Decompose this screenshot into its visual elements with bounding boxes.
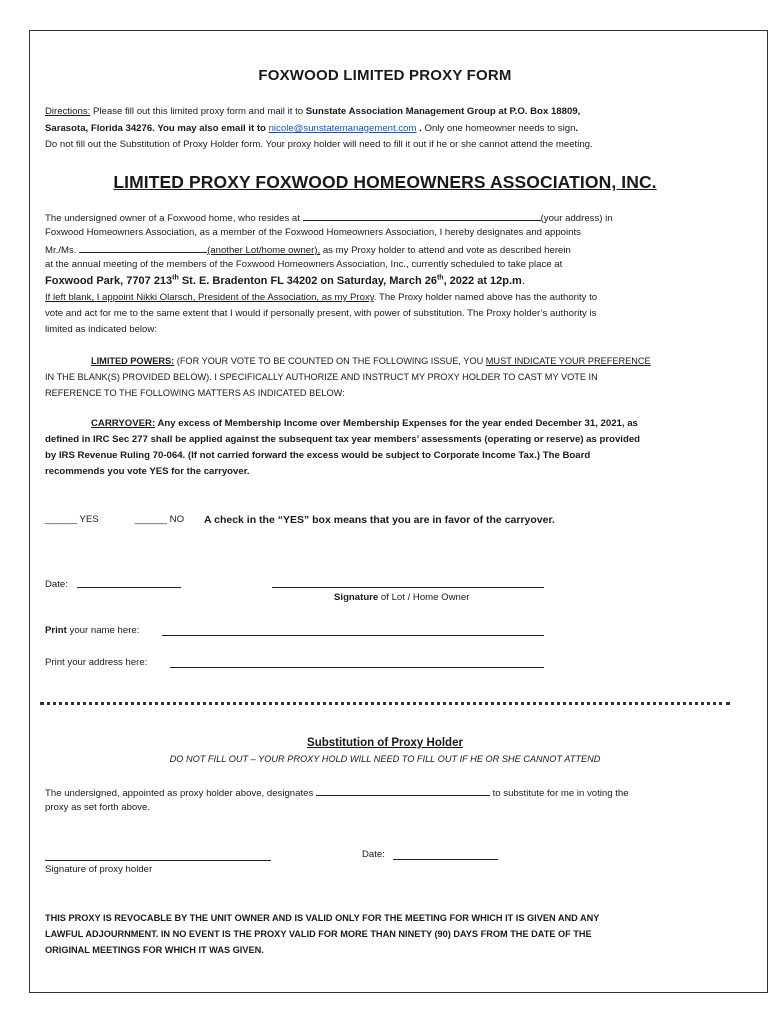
form-title: FOXWOOD LIMITED PROXY FORM — [258, 67, 512, 84]
owner-signature-line[interactable] — [272, 577, 544, 588]
directions-label: Directions: — [45, 106, 91, 117]
limited-powers-line-2: IN THE BLANK(S) PROVIDED BELOW). I SPECIFICALLY AUTHORIZE AND INSTRUCT MY PROXY HOLDER TO CAST MY VOTE IN — [45, 372, 598, 382]
footer-line-1: THIS PROXY IS REVOCABLE BY THE UNIT OWNER AND IS VALID ONLY FOR THE MEETING FOR WHICH IT IS GIVEN AND ANY — [45, 913, 600, 923]
vote-note: A check in the “YES” box means that you are in favor of the carryover. — [204, 514, 555, 526]
footer-line-2: LAWFUL ADJOURNMENT. IN NO EVENT IS THE PROXY VALID FOR MORE THAN NINETY (90) DAYS FROM THE DATE OF THE — [45, 929, 592, 939]
email-link[interactable]: nicole@sunstatemanagement.com — [268, 123, 417, 134]
substitution-date-field[interactable] — [393, 849, 498, 860]
carryover-label: CARRYOVER: — [91, 418, 156, 429]
directions-line-3: Do not fill out the Substitution of Proxy Holder form. Your proxy holder will need to fill it out if he or she cannot attend the meeting. — [45, 139, 593, 150]
body-line-1: The undersigned owner of a Foxwood home, who resides at (your address) in — [45, 209, 725, 227]
address-field[interactable] — [303, 209, 541, 221]
substitution-line-2: proxy as set forth above. — [45, 802, 151, 813]
directions-line-2: Sarasota, Florida 34276. You may also email it to nicole@sunstatemanagement.com . Only one homeowner needs to sign. — [45, 123, 579, 134]
substitution-title: Substitution of Proxy Holder — [307, 737, 463, 749]
carryover-line-2: defined in IRC Sec 277 shall be applied against the subsequent tax year members’ assessments (operating or reserve) as provided — [45, 434, 641, 445]
body-line-2: Foxwood Homeowners Association, as a member of the Foxwood Homeowners Association, I hereby designates and appoints — [45, 227, 581, 238]
carryover-line-3: by IRS Revenue Ruling 70-064. (If not carried forward the excess would be subject to Corporate Income Tax.) The Board — [45, 450, 591, 461]
body-line-3: Mr./Ms. (another Lot/home owner), as my Proxy holder to attend and vote as described herein — [45, 241, 725, 259]
print-address-label: Print your address here: — [45, 657, 148, 668]
owner-signature-label: Signature of Lot / Home Owner — [334, 592, 470, 603]
print-name-label: Print your name here: — [45, 625, 140, 636]
body-line-8: limited as indicated below: — [45, 324, 157, 335]
vote-no-blank[interactable]: ______ NO — [135, 514, 185, 525]
proxy-holder-signature-label: Signature of proxy holder — [45, 864, 153, 875]
substitution-date-label: Date: — [362, 849, 385, 860]
print-address-field[interactable] — [170, 657, 544, 668]
print-name-field[interactable] — [162, 625, 544, 636]
proxy-holder-signature-line[interactable] — [45, 848, 271, 861]
substitute-name-field[interactable] — [316, 784, 490, 796]
footer-line-3: ORIGINAL MEETINGS FOR WHICH IT WAS GIVEN. — [45, 945, 264, 955]
body-line-4: at the annual meeting of the members of the Foxwood Homeowners Association, Inc., currently scheduled to take place at — [45, 259, 563, 270]
vote-yes-blank[interactable]: ______ YES — [45, 514, 99, 525]
limited-powers-line-1: LIMITED POWERS: (FOR YOUR VOTE TO BE COUNTED ON THE FOLLOWING ISSUE, YOU MUST INDICATE YOUR PREFERENCE — [91, 356, 651, 366]
carryover-line-4: recommends you vote YES for the carryover. — [45, 466, 250, 477]
limited-powers-line-3: REFERENCE TO THE FOLLOWING MATTERS AS INDICATED BELOW: — [45, 388, 345, 398]
body-line-6: If left blank, I appoint Nikki Olarsch, President of the Association, as my Proxy. The Proxy holder named above has the authority to — [45, 292, 598, 303]
substitution-line-1: The undersigned, appointed as proxy holder above, designates to substitute for me in voting the — [45, 784, 725, 802]
meeting-details: Foxwood Park, 7707 213th St. E. Bradenton FL 34202 on Saturday, March 26th, 2022 at 12p.m. — [45, 274, 525, 287]
section-divider — [40, 702, 730, 705]
proxy-holder-name-field[interactable] — [79, 241, 207, 253]
date-label: Date: — [45, 579, 68, 590]
body-line-7: vote and act for me to the same extent that I would if personally present, with power of substitution. The Proxy holder’s authority is — [45, 308, 597, 319]
carryover-line-1: CARRYOVER: Any excess of Membership Income over Membership Expenses for the year ended December 31, 2021, as — [91, 418, 638, 429]
main-title: LIMITED PROXY FOXWOOD HOMEOWNERS ASSOCIATION, INC. — [113, 172, 657, 192]
directions-line-1: Directions: Please fill out this limited proxy form and mail it to Sunstate Association Management Group at P.O. Box 18809, — [45, 106, 581, 117]
substitution-subtitle: DO NOT FILL OUT – YOUR PROXY HOLD WILL NEED TO FILL OUT IF HE OR SHE CANNOT ATTEND — [169, 754, 601, 764]
date-field[interactable] — [77, 577, 181, 588]
limited-powers-label: LIMITED POWERS: — [91, 356, 175, 366]
